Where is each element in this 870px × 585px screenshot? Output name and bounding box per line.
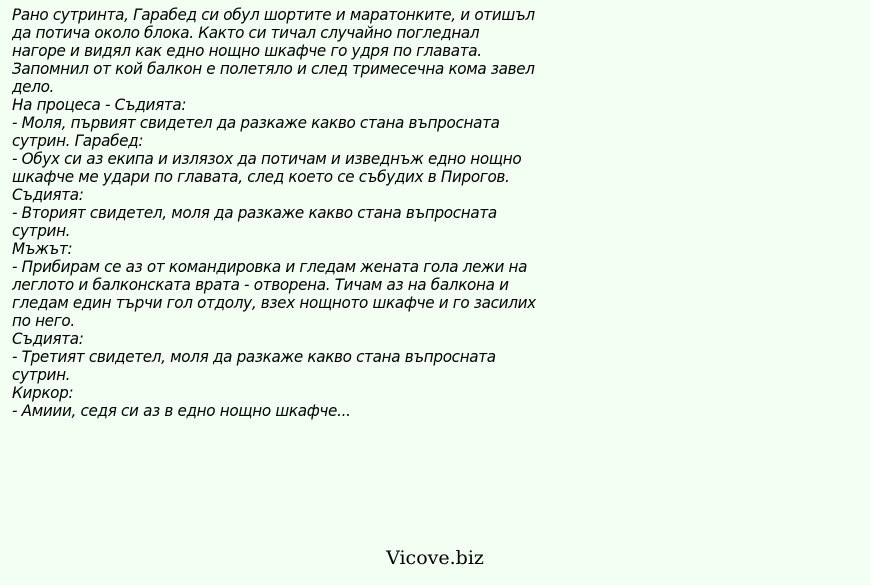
text-line: да потича около блока. Както си тичал случайно погледнал [12,23,480,42]
text-line: - Вторият свидетел, моля да разкаже какво стана въпросната [12,203,497,222]
text-line: гледам един търчи гол отдолу, взех нощното шкафче и го засилих [12,293,536,312]
text-line: - Амиии, седя си аз в едно нощно шкафче... [12,401,351,420]
text-line: Мъжът: [12,239,73,258]
joke-text [12,6,820,420]
text-line: На процеса - Съдията: [12,95,187,114]
site-watermark: Vicove.biz [386,547,484,569]
text-line: нагоре и видял как едно нощно шкафче го удря по главата. [12,41,482,60]
text-line: Киркор: [12,383,74,402]
text-line: Запомнил от кой балкон е полетяло и след тримесечна кома завел [12,59,535,78]
text-line: сутрин. Гарабед: [12,131,144,150]
text-line: по него. [12,311,75,330]
text-line: леглото и балконската врата - отворена. Тичам аз на балкона и [12,275,509,294]
text-line: - Третият свидетел, моля да разкаже какво стана въпросната [12,347,496,366]
text-line: сутрин. [12,221,71,240]
text-line: Съдията: [12,185,84,204]
text-line: - Моля, първият свидетел да разкаже какво стана въпросната [12,113,500,132]
text-line: Съдията: [12,329,84,348]
text-line: Рано сутринта, Гарабед си обул шортите и маратонките, и отишъл [12,5,535,24]
text-line: шкафче ме удари по главата, след което се събудих в Пирогов. [12,167,510,186]
text-line: дело. [12,77,55,96]
text-line: сутрин. [12,365,71,384]
text-line: - Обух си аз екипа и излязох да потичам и изведнъж едно нощно [12,149,522,168]
text-line: - Прибирам се аз от командировка и гледам жената гола лежи на [12,257,528,276]
